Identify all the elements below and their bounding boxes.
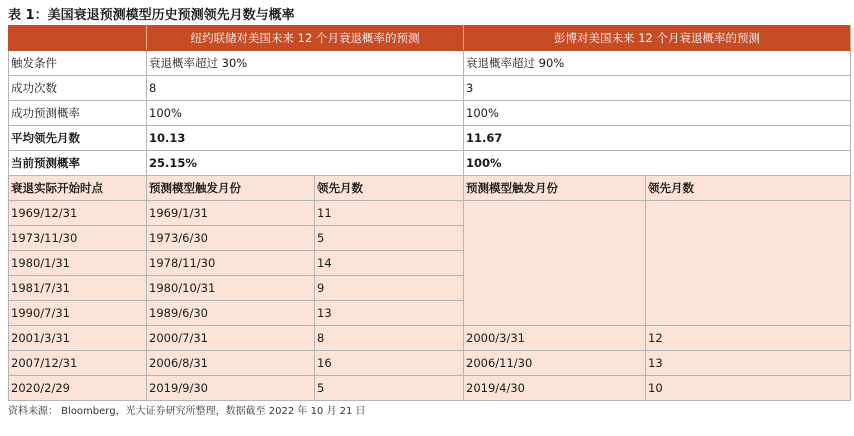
summary-row-avg-lead [9, 126, 851, 151]
ny-trigger-month-cell: 2019/9/30 [147, 376, 315, 401]
summary-bb-value: 100% [464, 151, 851, 176]
summary-row-trigger [9, 51, 851, 76]
recession-forecast-table [8, 25, 851, 401]
bb-trigger-month-cell: 2006/11/30 [464, 351, 646, 376]
source-note: 资料来源： Bloomberg，光大证券研究所整理，数据截至 2022 年 10 月 21 日 [8, 406, 366, 417]
recession-start-cell: 1980/1/31 [9, 251, 147, 276]
ny-lead-cell: 14 [315, 251, 464, 276]
recession-start-cell: 1969/12/31 [9, 201, 147, 226]
summary-bb-value: 11.67 [464, 126, 851, 151]
header-blank-cell [9, 26, 147, 51]
bb-trigger-month-cell: 2019/4/30 [464, 376, 646, 401]
summary-ny-value: 10.13 [147, 126, 464, 151]
ny-lead-cell: 9 [315, 276, 464, 301]
summary-label: 成功预测概率 [9, 101, 147, 126]
summary-row-success-count [9, 76, 851, 101]
detail-header-row [9, 176, 851, 201]
summary-ny-value: 100% [147, 101, 464, 126]
col-bb-trigger-month: 预测模型触发月份 [464, 176, 646, 201]
summary-ny-value: 8 [147, 76, 464, 101]
summary-label: 当前预测概率 [9, 151, 147, 176]
recession-start-cell: 2020/2/29 [9, 376, 147, 401]
header-bloomberg: 彭博对美国未来 12 个月衰退概率的预测 [464, 26, 851, 51]
summary-ny-value: 衰退概率超过 30% [147, 51, 464, 76]
col-ny-lead-months: 领先月数 [315, 176, 464, 201]
bb-lead-cell: 13 [646, 351, 851, 376]
summary-bb-value: 3 [464, 76, 851, 101]
bb-trigger-month-merged-empty [464, 201, 646, 326]
bb-lead-merged-empty [646, 201, 851, 326]
ny-lead-cell: 5 [315, 376, 464, 401]
table-row [9, 376, 851, 401]
summary-ny-value: 25.15% [147, 151, 464, 176]
ny-lead-cell: 13 [315, 301, 464, 326]
recession-start-cell: 1973/11/30 [9, 226, 147, 251]
summary-row-success-rate [9, 101, 851, 126]
ny-lead-cell: 5 [315, 226, 464, 251]
ny-trigger-month-cell: 1978/11/30 [147, 251, 315, 276]
header-ny-fed: 纽约联储对美国未来 12 个月衰退概率的预测 [147, 26, 464, 51]
col-recession-start: 衰退实际开始时点 [9, 176, 147, 201]
summary-label: 触发条件 [9, 51, 147, 76]
recession-start-cell: 1981/7/31 [9, 276, 147, 301]
table-title: 表 1：美国衰退预测模型历史预测领先月数与概率 [8, 8, 295, 23]
ny-lead-cell: 8 [315, 326, 464, 351]
summary-row-current-prob [9, 151, 851, 176]
recession-start-cell: 2007/12/31 [9, 351, 147, 376]
bb-lead-cell: 12 [646, 326, 851, 351]
summary-bb-value: 100% [464, 101, 851, 126]
summary-label: 平均领先月数 [9, 126, 147, 151]
ny-lead-cell: 11 [315, 201, 464, 226]
ny-trigger-month-cell: 1969/1/31 [147, 201, 315, 226]
table-row [9, 351, 851, 376]
ny-lead-cell: 16 [315, 351, 464, 376]
recession-start-cell: 2001/3/31 [9, 326, 147, 351]
bb-lead-cell: 10 [646, 376, 851, 401]
summary-label: 成功次数 [9, 76, 147, 101]
ny-trigger-month-cell: 1989/6/30 [147, 301, 315, 326]
table-row [9, 201, 851, 226]
ny-trigger-month-cell: 1973/6/30 [147, 226, 315, 251]
ny-trigger-month-cell: 2006/8/31 [147, 351, 315, 376]
summary-bb-value: 衰退概率超过 90% [464, 51, 851, 76]
col-ny-trigger-month: 预测模型触发月份 [147, 176, 315, 201]
bb-trigger-month-cell: 2000/3/31 [464, 326, 646, 351]
recession-start-cell: 1990/7/31 [9, 301, 147, 326]
ny-trigger-month-cell: 1980/10/31 [147, 276, 315, 301]
table-row [9, 326, 851, 351]
ny-trigger-month-cell: 2000/7/31 [147, 326, 315, 351]
col-bb-lead-months: 领先月数 [646, 176, 851, 201]
table-header-row [9, 26, 851, 51]
